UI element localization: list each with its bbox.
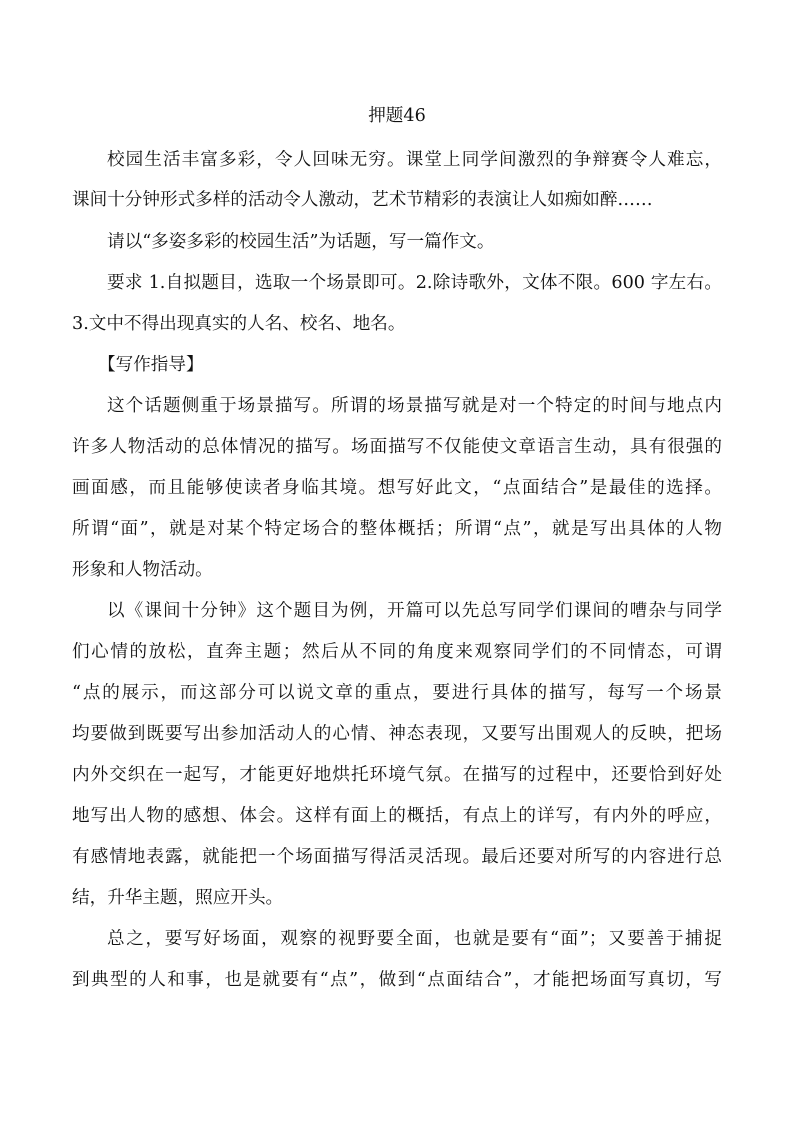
paragraph-line: 所谓“面”，就是对某个特定场合的整体概括；所谓“点”，就是写出具体的人物 xyxy=(72,519,722,539)
paragraph-line: 以《课间十分钟》这个题目为例，开篇可以先总写同学们课间的嘈杂与同学 xyxy=(107,601,722,621)
paragraph-line: 总之，要写好场面，观察的视野要全面，也就是要有“面”；又要善于捕捉 xyxy=(107,929,722,949)
task-line: 请以“多姿多彩的校园生活”为话题，写一篇作文。 xyxy=(107,232,495,252)
requirements-line: 3.文中不得出现真实的人名、校名、地名。 xyxy=(72,314,406,334)
paragraph-line: 内外交织在一起写，才能更好地烘托环境气氛。在描写的过程中，还要恰到好处 xyxy=(72,765,722,785)
paragraph-line: 形象和人物活动。 xyxy=(72,560,213,580)
paragraph-line: “点的展示，而这部分可以说文章的重点，要进行具体的描写，每写一个场景 xyxy=(72,683,722,703)
prompt-line: 课间十分钟形式多样的活动令人激动，艺术节精彩的表演让人如痴如醉…… xyxy=(72,190,653,210)
paragraph-line: 地写出人物的感想、体会。这样有面上的概括，有点上的详写，有内外的呼应， xyxy=(72,806,722,826)
paragraph-line: 这个话题侧重于场景描写。所谓的场景描写就是对一个特定的时间与地点内 xyxy=(107,396,722,416)
paragraph-line: 均要做到既要写出参加活动人的心情、神态表现，又要写出围观人的反映，把场 xyxy=(72,724,722,744)
paragraph-line: 结，升华主题，照应开头。 xyxy=(72,888,284,908)
paragraph-line: 有感情地表露，就能把一个场面描写得活灵活现。最后还要对所写的内容进行总 xyxy=(72,847,722,867)
guide-heading: 【写作指导】 xyxy=(98,355,204,375)
paragraph-line: 许多人物活动的总体情况的描写。场面描写不仅能使文章语言生动，具有很强的 xyxy=(72,437,722,457)
requirements-line: 要求 1.自拟题目，选取一个场景即可。2.除诗歌外，文体不限。600 字左右。 xyxy=(107,273,722,293)
prompt-line: 校园生活丰富多彩，令人回味无穷。课堂上同学间激烈的争辩赛令人难忘， xyxy=(107,150,722,170)
paragraph-line: 们心情的放松，直奔主题；然后从不同的角度来观察同学们的不同情态，可谓 xyxy=(72,642,722,662)
paragraph-line: 画面感，而且能够使读者身临其境。想写好此文，“点面结合”是最佳的选择。 xyxy=(72,478,722,498)
document-title: 押题46 xyxy=(368,106,426,126)
paragraph-line: 到典型的人和事，也是就要有“点”，做到“点面结合”，才能把场面写真切，写 xyxy=(72,970,722,990)
